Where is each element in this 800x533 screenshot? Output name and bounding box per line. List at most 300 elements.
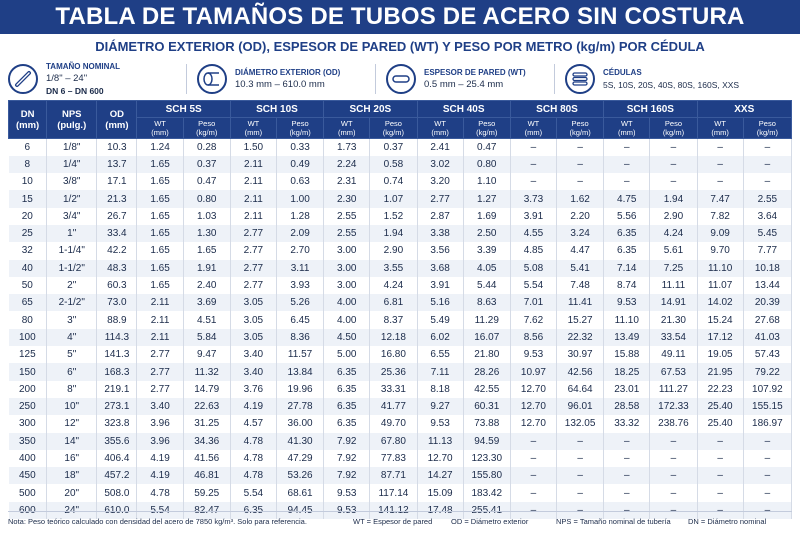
cell-wt: 1.65: [137, 173, 183, 190]
cell-peso: 3.69: [183, 294, 230, 311]
table-row: [9, 277, 792, 294]
info-wt: [386, 60, 544, 98]
cell-od: 21.3: [97, 190, 137, 207]
cell-wt: 7.47: [697, 190, 743, 207]
footer: [8, 511, 792, 531]
cell-wt: 6.55: [417, 346, 463, 363]
cell-dn: 20: [9, 208, 47, 225]
cell-wt: 25.40: [697, 415, 743, 432]
cell-peso: –: [557, 173, 604, 190]
cell-wt: 1.65: [137, 156, 183, 173]
cell-peso: –: [650, 450, 697, 467]
cell-nps: 10": [47, 398, 97, 415]
cell-peso: 14.91: [650, 294, 697, 311]
cell-wt: 2.77: [417, 190, 463, 207]
cell-peso: 6.81: [370, 294, 417, 311]
header-schedule: SCH 40S: [417, 101, 510, 118]
cell-peso: 186.97: [743, 415, 791, 432]
cell-wt: –: [697, 156, 743, 173]
cell-peso: 10.18: [743, 260, 791, 277]
cell-peso: 12.18: [370, 329, 417, 346]
cell-peso: 2.09: [276, 225, 323, 242]
cell-wt: 2.41: [417, 139, 463, 156]
cell-peso: 33.54: [650, 329, 697, 346]
cell-peso: 1.10: [463, 173, 510, 190]
cell-peso: 5.45: [743, 225, 791, 242]
cell-peso: 49.11: [650, 346, 697, 363]
cell-wt: 2.55: [324, 208, 370, 225]
cell-peso: 14.79: [183, 381, 230, 398]
cell-peso: 67.80: [370, 433, 417, 450]
cell-wt: 3.40: [230, 346, 276, 363]
cell-od: 60.3: [97, 277, 137, 294]
cell-peso: 1.91: [183, 260, 230, 277]
cell-wt: 2.55: [324, 225, 370, 242]
header-schedule: SCH 80S: [510, 101, 603, 118]
cell-peso: 0.37: [183, 156, 230, 173]
cell-wt: 6.35: [604, 225, 650, 242]
cell-nps: 1-1/2": [47, 260, 97, 277]
cell-wt: 1.65: [137, 277, 183, 294]
cell-peso: 68.61: [276, 484, 323, 501]
cell-wt: 4.55: [510, 225, 556, 242]
cell-wt: 2.11: [137, 311, 183, 328]
cell-wt: –: [510, 139, 556, 156]
cell-wt: 2.77: [230, 242, 276, 259]
cell-wt: 3.91: [417, 277, 463, 294]
cell-wt: 6.35: [324, 381, 370, 398]
cell-dn: 250: [9, 398, 47, 415]
cell-peso: 5.41: [557, 260, 604, 277]
cell-wt: –: [510, 484, 556, 501]
cell-peso: 53.26: [276, 467, 323, 484]
cell-peso: 57.43: [743, 346, 791, 363]
cell-dn: 450: [9, 467, 47, 484]
cell-nps: 5": [47, 346, 97, 363]
cell-wt: 4.78: [137, 484, 183, 501]
cell-wt: 7.14: [604, 260, 650, 277]
cell-wt: 21.95: [697, 363, 743, 380]
cell-peso: 238.76: [650, 415, 697, 432]
cell-wt: 2.11: [230, 156, 276, 173]
cell-wt: 8.18: [417, 381, 463, 398]
cell-nps: 2": [47, 277, 97, 294]
table-row: [9, 294, 792, 311]
cell-wt: 5.54: [230, 484, 276, 501]
cell-wt: 7.92: [324, 450, 370, 467]
cell-od: 48.3: [97, 260, 137, 277]
cell-peso: 8.37: [370, 311, 417, 328]
cell-peso: 255.41: [463, 502, 510, 519]
cell-peso: –: [743, 139, 791, 156]
cell-peso: 2.50: [463, 225, 510, 242]
cell-wt: 18.25: [604, 363, 650, 380]
cell-peso: –: [650, 467, 697, 484]
cell-peso: 79.22: [743, 363, 791, 380]
divider: [186, 64, 187, 94]
cell-peso: 11.29: [463, 311, 510, 328]
cell-dn: 25: [9, 225, 47, 242]
cell-wt: 1.65: [137, 260, 183, 277]
cell-nps: 6": [47, 363, 97, 380]
cell-wt: 22.23: [697, 381, 743, 398]
nominal-dn-range: DN 6 – DN 600: [46, 86, 104, 96]
cell-wt: 11.07: [697, 277, 743, 294]
cell-peso: 87.71: [370, 467, 417, 484]
cell-peso: 1.27: [463, 190, 510, 207]
cell-wt: 3.68: [417, 260, 463, 277]
cell-wt: 9.27: [417, 398, 463, 415]
cell-peso: 3.55: [370, 260, 417, 277]
nominal-label: TAMAÑO NOMINAL: [46, 62, 121, 71]
cell-wt: 4.19: [137, 450, 183, 467]
cell-wt: 28.58: [604, 398, 650, 415]
cell-od: 508.0: [97, 484, 137, 501]
cell-peso: 41.03: [743, 329, 791, 346]
cell-nps: 8": [47, 381, 97, 398]
cell-peso: 4.47: [557, 242, 604, 259]
table-row: [9, 329, 792, 346]
cell-wt: 15.24: [697, 311, 743, 328]
cell-peso: 4.05: [463, 260, 510, 277]
cell-wt: 9.53: [604, 294, 650, 311]
cell-wt: 2.77: [137, 363, 183, 380]
cell-wt: 2.11: [230, 208, 276, 225]
cell-wt: 3.05: [230, 311, 276, 328]
cell-wt: 11.13: [417, 433, 463, 450]
cell-peso: 42.55: [463, 381, 510, 398]
cell-wt: 33.32: [604, 415, 650, 432]
cell-dn: 600: [9, 502, 47, 519]
cell-peso: 172.33: [650, 398, 697, 415]
cell-peso: 22.63: [183, 398, 230, 415]
cell-dn: 500: [9, 484, 47, 501]
cell-od: 406.4: [97, 450, 137, 467]
cell-wt: 9.09: [697, 225, 743, 242]
cell-wt: 1.50: [230, 139, 276, 156]
cell-peso: 22.32: [557, 329, 604, 346]
cell-wt: 7.01: [510, 294, 556, 311]
cell-wt: 7.92: [324, 433, 370, 450]
cell-nps: 1-1/4": [47, 242, 97, 259]
cell-peso: –: [557, 139, 604, 156]
cell-peso: 11.57: [276, 346, 323, 363]
cell-wt: 7.82: [697, 208, 743, 225]
cell-peso: 4.24: [370, 277, 417, 294]
cell-wt: 5.00: [324, 346, 370, 363]
cell-peso: 0.58: [370, 156, 417, 173]
cell-peso: 4.51: [183, 311, 230, 328]
cell-peso: 9.47: [183, 346, 230, 363]
cell-wt: 9.53: [324, 502, 370, 519]
cell-peso: –: [650, 139, 697, 156]
legend-nps: NPS = Tamaño nominal de tubería: [556, 517, 671, 526]
cell-od: 10.3: [97, 139, 137, 156]
cell-wt: 15.09: [417, 484, 463, 501]
legend-od: OD = Diámetro exterior: [451, 517, 529, 526]
cell-wt: 2.77: [230, 260, 276, 277]
cell-peso: –: [743, 173, 791, 190]
cell-wt: 4.57: [230, 415, 276, 432]
cell-peso: 5.26: [276, 294, 323, 311]
cell-nps: 1": [47, 225, 97, 242]
divider: [375, 64, 376, 94]
cell-wt: –: [510, 156, 556, 173]
cell-wt: 2.77: [230, 277, 276, 294]
cell-wt: –: [510, 467, 556, 484]
cell-peso: 0.47: [183, 173, 230, 190]
cell-peso: 27.78: [276, 398, 323, 415]
header-wt: WT (mm): [324, 118, 370, 139]
cell-peso: 0.74: [370, 173, 417, 190]
cell-od: 33.4: [97, 225, 137, 242]
cell-wt: –: [697, 502, 743, 519]
cell-wt: 25.40: [697, 398, 743, 415]
cell-od: 141.3: [97, 346, 137, 363]
cell-peso: 42.56: [557, 363, 604, 380]
cell-peso: 5.44: [463, 277, 510, 294]
cell-peso: 2.90: [650, 208, 697, 225]
cell-peso: 27.68: [743, 311, 791, 328]
legend-dn: DN = Diámetro nominal: [688, 517, 767, 526]
cell-peso: 3.93: [276, 277, 323, 294]
header-nps: NPS (pulg.): [47, 101, 97, 139]
cell-dn: 50: [9, 277, 47, 294]
cell-peso: 64.64: [557, 381, 604, 398]
cell-wt: –: [604, 156, 650, 173]
cell-peso: –: [650, 484, 697, 501]
cell-wt: 1.73: [324, 139, 370, 156]
cell-wt: –: [697, 139, 743, 156]
table-row: [9, 467, 792, 484]
cell-peso: 0.28: [183, 139, 230, 156]
info-row: [8, 60, 792, 98]
cell-nps: 1/8": [47, 139, 97, 156]
cell-peso: 21.30: [650, 311, 697, 328]
cell-dn: 15: [9, 190, 47, 207]
cell-wt: 12.70: [417, 450, 463, 467]
cell-od: 42.2: [97, 242, 137, 259]
cell-wt: 10.97: [510, 363, 556, 380]
cell-wt: 5.54: [510, 277, 556, 294]
cell-wt: 3.91: [510, 208, 556, 225]
table-row: [9, 208, 792, 225]
cell-peso: 3.39: [463, 242, 510, 259]
cell-od: 13.7: [97, 156, 137, 173]
stack-icon: [565, 64, 595, 94]
cell-wt: –: [510, 433, 556, 450]
cell-peso: 11.41: [557, 294, 604, 311]
cell-dn: 40: [9, 260, 47, 277]
cell-peso: 7.48: [557, 277, 604, 294]
cell-peso: –: [557, 484, 604, 501]
table-row: [9, 398, 792, 415]
cell-wt: 3.05: [230, 294, 276, 311]
cell-wt: –: [697, 467, 743, 484]
cell-nps: 20": [47, 484, 97, 501]
cell-peso: 30.97: [557, 346, 604, 363]
cell-od: 355.6: [97, 433, 137, 450]
cell-wt: 23.01: [604, 381, 650, 398]
cell-peso: 25.36: [370, 363, 417, 380]
cell-nps: 3/8": [47, 173, 97, 190]
cell-peso: 2.20: [557, 208, 604, 225]
cell-peso: 1.30: [183, 225, 230, 242]
header-wt: WT (mm): [697, 118, 743, 139]
cell-peso: 67.53: [650, 363, 697, 380]
cell-wt: 6.35: [324, 415, 370, 432]
cell-od: 17.1: [97, 173, 137, 190]
cell-peso: 19.96: [276, 381, 323, 398]
cell-peso: 0.37: [370, 139, 417, 156]
cell-wt: 12.70: [510, 381, 556, 398]
cell-peso: 7.25: [650, 260, 697, 277]
cell-wt: 3.56: [417, 242, 463, 259]
cell-od: 168.3: [97, 363, 137, 380]
cell-od: 88.9: [97, 311, 137, 328]
header-schedule: SCH 160S: [604, 101, 697, 118]
cell-wt: 3.38: [417, 225, 463, 242]
cell-peso: 31.25: [183, 415, 230, 432]
cell-dn: 10: [9, 173, 47, 190]
cell-nps: 3/4": [47, 208, 97, 225]
cell-peso: 132.05: [557, 415, 604, 432]
cell-od: 610.0: [97, 502, 137, 519]
cell-peso: 60.31: [463, 398, 510, 415]
cell-od: 26.7: [97, 208, 137, 225]
cell-peso: 123.30: [463, 450, 510, 467]
table-row: [9, 173, 792, 190]
cell-peso: 1.62: [557, 190, 604, 207]
cell-wt: –: [604, 433, 650, 450]
page-title: TABLA DE TAMAÑOS DE TUBOS DE ACERO SIN COSTURA: [0, 0, 800, 34]
cell-dn: 100: [9, 329, 47, 346]
cell-wt: 6.35: [604, 242, 650, 259]
cell-wt: 3.00: [324, 277, 370, 294]
cell-dn: 32: [9, 242, 47, 259]
cell-peso: 1.00: [276, 190, 323, 207]
cell-wt: 15.88: [604, 346, 650, 363]
cell-peso: 15.27: [557, 311, 604, 328]
cell-peso: 0.80: [183, 190, 230, 207]
cell-peso: 47.29: [276, 450, 323, 467]
cell-peso: 111.27: [650, 381, 697, 398]
cell-wt: 6.35: [324, 398, 370, 415]
cell-wt: 4.85: [510, 242, 556, 259]
cell-peso: 49.70: [370, 415, 417, 432]
cell-peso: 59.25: [183, 484, 230, 501]
cell-wt: 3.96: [137, 433, 183, 450]
table-row: [9, 311, 792, 328]
cell-peso: 3.64: [743, 208, 791, 225]
cell-wt: 4.78: [230, 467, 276, 484]
cell-wt: –: [604, 139, 650, 156]
table-row: [9, 346, 792, 363]
cell-od: 219.1: [97, 381, 137, 398]
header-wt: WT (mm): [230, 118, 276, 139]
cell-peso: 1.07: [370, 190, 417, 207]
table-row: [9, 225, 792, 242]
cell-peso: 13.84: [276, 363, 323, 380]
cell-wt: 8.56: [510, 329, 556, 346]
header-peso: Peso (kg/m): [183, 118, 230, 139]
cell-peso: –: [557, 502, 604, 519]
cell-wt: –: [697, 484, 743, 501]
cell-peso: 0.80: [463, 156, 510, 173]
cell-wt: 2.30: [324, 190, 370, 207]
header-peso: Peso (kg/m): [463, 118, 510, 139]
cell-wt: 5.56: [604, 208, 650, 225]
cell-peso: 77.83: [370, 450, 417, 467]
cell-peso: 1.94: [650, 190, 697, 207]
cell-peso: 6.45: [276, 311, 323, 328]
cell-peso: 11.32: [183, 363, 230, 380]
header-od: OD (mm): [97, 101, 137, 139]
cell-nps: 18": [47, 467, 97, 484]
cell-wt: –: [697, 173, 743, 190]
cell-nps: 12": [47, 415, 97, 432]
cell-wt: 13.49: [604, 329, 650, 346]
wall-icon: [386, 64, 416, 94]
cell-dn: 300: [9, 415, 47, 432]
info-nominal: [8, 60, 176, 98]
cell-peso: 41.77: [370, 398, 417, 415]
cell-wt: 3.00: [324, 260, 370, 277]
cell-dn: 150: [9, 363, 47, 380]
wt-range: 0.5 mm – 25.4 mm: [424, 79, 504, 90]
cell-peso: 107.92: [743, 381, 791, 398]
cell-peso: 94.45: [276, 502, 323, 519]
page-subtitle: DIÁMETRO EXTERIOR (OD), ESPESOR DE PARED (WT) Y PESO POR METRO (kg/m) POR CÉDULA: [95, 38, 705, 54]
header-peso: Peso (kg/m): [276, 118, 323, 139]
cell-wt: 4.78: [230, 450, 276, 467]
cell-peso: 0.49: [276, 156, 323, 173]
header-wt: WT (mm): [604, 118, 650, 139]
cell-od: 457.2: [97, 467, 137, 484]
cell-wt: –: [510, 450, 556, 467]
cell-wt: 7.11: [417, 363, 463, 380]
nominal-range: 1/8" – 24": [46, 73, 88, 84]
cell-peso: 0.33: [276, 139, 323, 156]
cell-wt: 3.40: [137, 398, 183, 415]
cell-wt: 3.96: [137, 415, 183, 432]
cell-peso: 94.59: [463, 433, 510, 450]
cell-od: 114.3: [97, 329, 137, 346]
cell-wt: 2.11: [230, 190, 276, 207]
cell-wt: 1.65: [137, 242, 183, 259]
cell-peso: 0.63: [276, 173, 323, 190]
cell-wt: 1.24: [137, 139, 183, 156]
od-range: 10.3 mm – 610.0 mm: [235, 79, 325, 90]
pipe-icon: [8, 64, 38, 94]
cell-nps: 14": [47, 433, 97, 450]
cell-peso: 82.47: [183, 502, 230, 519]
od-label: DIÁMETRO EXTERIOR (OD): [235, 68, 341, 77]
cell-peso: 33.31: [370, 381, 417, 398]
cell-wt: –: [697, 450, 743, 467]
schedules-label: CÉDULAS: [603, 68, 642, 77]
cell-peso: 1.52: [370, 208, 417, 225]
cell-wt: 2.77: [137, 346, 183, 363]
header-peso: Peso (kg/m): [557, 118, 604, 139]
table-row: [9, 139, 792, 156]
cell-peso: –: [743, 450, 791, 467]
cell-peso: 1.65: [183, 242, 230, 259]
cell-peso: 36.00: [276, 415, 323, 432]
cell-wt: 9.53: [510, 346, 556, 363]
cell-peso: –: [743, 467, 791, 484]
cell-wt: 3.76: [230, 381, 276, 398]
